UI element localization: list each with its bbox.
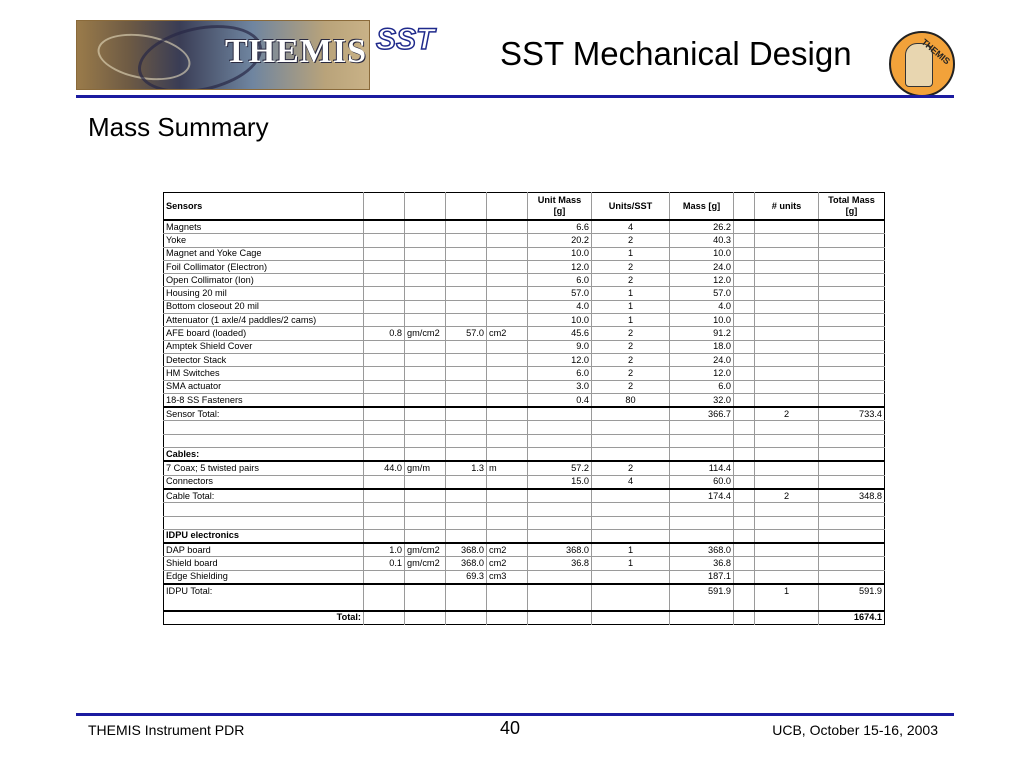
table-row (164, 260, 885, 273)
subtotal-row (164, 489, 885, 503)
unit-mass-cell: 368.0 (528, 543, 592, 557)
item-name: DAP board (164, 543, 364, 557)
subtotal-total-mass: 733.4 (819, 407, 885, 421)
table-row (164, 380, 885, 393)
footer-date: UCB, October 15-16, 2003 (772, 722, 938, 738)
density-value (364, 287, 405, 300)
unit-mass-cell: 0.4 (528, 393, 592, 407)
unit-mass-cell: 6.0 (528, 274, 592, 287)
size-value (446, 393, 487, 407)
mass-cell: 57.0 (670, 287, 734, 300)
units-sst-cell: 2 (592, 327, 670, 340)
size-unit: m (487, 461, 528, 475)
section-subtitle: Mass Summary (88, 112, 269, 142)
table-row (164, 353, 885, 366)
blank-row (164, 421, 885, 434)
table-row (164, 543, 885, 557)
section-heading: IDPU electronics (164, 529, 364, 543)
size-unit (487, 234, 528, 247)
item-name: 18-8 SS Fasteners (166, 394, 243, 405)
mass-cell: 10.0 (670, 247, 734, 260)
header-total-mass: Total Mass [g] (819, 193, 885, 221)
density-unit (405, 393, 446, 407)
mass-cell: 114.4 (670, 461, 734, 475)
density-unit (405, 314, 446, 327)
mass-cell: 91.2 (670, 327, 734, 340)
density-value (364, 393, 405, 407)
mass-cell: 24.0 (670, 260, 734, 273)
size-value: 368.0 (446, 543, 487, 557)
density-unit: gm/m (405, 461, 446, 475)
unit-mass-cell: 9.0 (528, 340, 592, 353)
mass-cell: 60.0 (670, 475, 734, 489)
units-sst-cell: 2 (592, 353, 670, 366)
density-value (364, 300, 405, 313)
density-unit: gm/cm2 (405, 543, 446, 557)
mass-cell: 12.0 (670, 367, 734, 380)
subtotal-row (164, 407, 885, 421)
table-row (164, 287, 885, 300)
subtotal-row (164, 584, 885, 597)
density-unit: gm/cm2 (405, 557, 446, 570)
item-name: Amptek Shield Cover (164, 340, 364, 353)
item-name: Detector Stack (164, 353, 364, 366)
item-name: SMA actuator (164, 380, 364, 393)
density-value (364, 234, 405, 247)
subtotal-num-units: 2 (755, 489, 819, 503)
item-name: Shield board (164, 557, 364, 570)
table-row (164, 475, 885, 489)
density-unit (405, 340, 446, 353)
mass-cell: 4.0 (670, 300, 734, 313)
item-name: Open Collimator (Ion) (164, 274, 364, 287)
units-sst-cell: 2 (592, 367, 670, 380)
size-unit: cm2 (487, 327, 528, 340)
mass-cell: 368.0 (670, 543, 734, 557)
density-value (364, 353, 405, 366)
mass-cell: 10.0 (670, 314, 734, 327)
item-name: Foil Collimator (Electron) (164, 260, 364, 273)
size-unit (487, 475, 528, 489)
header-units-sst: Units/SST (592, 193, 670, 221)
units-sst-cell: 4 (592, 475, 670, 489)
size-value: 57.0 (446, 327, 487, 340)
size-unit (487, 287, 528, 300)
section-heading: Cables: (164, 448, 364, 462)
mass-cell: 40.3 (670, 234, 734, 247)
size-value (446, 340, 487, 353)
units-sst-cell: 4 (592, 220, 670, 234)
units-sst-cell: 1 (592, 287, 670, 300)
density-unit (405, 300, 446, 313)
density-value (364, 274, 405, 287)
table-row (164, 220, 885, 234)
units-sst-cell: 1 (592, 543, 670, 557)
header-num-units: # units (755, 193, 819, 221)
themis-logo-banner (76, 20, 370, 90)
header-divider (76, 95, 954, 98)
size-value (446, 287, 487, 300)
units-sst-cell: 1 (592, 314, 670, 327)
table-row (164, 327, 885, 340)
density-unit (405, 247, 446, 260)
item-name: Yoke (164, 234, 364, 247)
blank-row (164, 597, 885, 610)
unit-mass-cell: 12.0 (528, 260, 592, 273)
mass-cell: 12.0 (670, 274, 734, 287)
header-sensors: Sensors (164, 193, 364, 221)
units-sst-cell: 2 (592, 340, 670, 353)
mass-cell: 6.0 (670, 380, 734, 393)
unit-mass-cell: 6.6 (528, 220, 592, 234)
density-unit (405, 287, 446, 300)
subtotal-num-units: 2 (755, 407, 819, 421)
table-row (164, 274, 885, 287)
units-sst-cell: 2 (592, 274, 670, 287)
mass-cell: 26.2 (670, 220, 734, 234)
section-heading-row (164, 529, 885, 543)
table-row (164, 300, 885, 313)
size-unit (487, 220, 528, 234)
units-sst-cell (592, 570, 670, 584)
size-unit (487, 274, 528, 287)
unit-mass-cell: 12.0 (528, 353, 592, 366)
density-value (364, 340, 405, 353)
size-value (446, 314, 487, 327)
size-value (446, 260, 487, 273)
density-unit (405, 570, 446, 584)
unit-mass-cell: 20.2 (528, 234, 592, 247)
item-name: 7 Coax; 5 twisted pairs (164, 461, 364, 475)
density-value: 0.1 (364, 557, 405, 570)
density-value (364, 220, 405, 234)
blank-row (164, 503, 885, 516)
density-unit (405, 367, 446, 380)
mass-cell: 32.0 (670, 393, 734, 407)
mass-cell: 18.0 (670, 340, 734, 353)
density-unit (405, 234, 446, 247)
blank-row (164, 516, 885, 529)
size-unit (487, 380, 528, 393)
header-unit-mass: Unit Mass [g] (528, 193, 592, 221)
item-name: Connectors (166, 476, 213, 487)
table-row (164, 570, 885, 584)
unit-mass-cell: 3.0 (528, 380, 592, 393)
table-row (164, 367, 885, 380)
section-heading-row (164, 448, 885, 462)
size-unit: cm3 (487, 570, 528, 584)
item-name: Edge Shielding (166, 571, 228, 582)
unit-mass-cell: 57.0 (528, 287, 592, 300)
sst-logo-mark: SST (376, 23, 435, 56)
size-unit (487, 340, 528, 353)
unit-mass-cell: 57.2 (528, 461, 592, 475)
table-row (164, 393, 885, 407)
table-row (164, 461, 885, 475)
item-name: Magnets (164, 220, 364, 234)
table-row (164, 557, 885, 570)
item-name: Magnet and Yoke Cage (164, 247, 364, 260)
mass-cell: 24.0 (670, 353, 734, 366)
unit-mass-cell (528, 570, 592, 584)
subtotal-num-units: 1 (755, 584, 819, 597)
units-sst-cell: 2 (592, 380, 670, 393)
table-row (164, 234, 885, 247)
item-name: AFE board (loaded) (164, 327, 364, 340)
subtotal-total-mass: 591.9 (819, 584, 885, 597)
item-name: Attenuator (1 axle/4 paddles/2 cams) (164, 314, 364, 327)
density-value (364, 367, 405, 380)
seal-text: THEMIS (919, 36, 953, 67)
table-header-row (164, 193, 885, 221)
units-sst-cell: 2 (592, 260, 670, 273)
subtotal-mass: 366.7 (670, 407, 734, 421)
size-unit (487, 314, 528, 327)
density-value (364, 247, 405, 260)
density-value: 44.0 (364, 461, 405, 475)
density-value (364, 570, 405, 584)
density-value (364, 260, 405, 273)
mass-summary-table (163, 192, 885, 625)
size-unit (487, 300, 528, 313)
density-value (364, 380, 405, 393)
density-value (364, 475, 405, 489)
subtotal-total-mass: 348.8 (819, 489, 885, 503)
density-value: 0.8 (364, 327, 405, 340)
units-sst-cell: 1 (592, 300, 670, 313)
mass-cell: 36.8 (670, 557, 734, 570)
density-unit: gm/cm2 (405, 327, 446, 340)
density-unit (405, 353, 446, 366)
size-unit (487, 247, 528, 260)
unit-mass-cell: 45.6 (528, 327, 592, 340)
size-value (446, 220, 487, 234)
units-sst-cell: 2 (592, 461, 670, 475)
item-name: Housing 20 mil (164, 287, 364, 300)
size-value (446, 380, 487, 393)
unit-mass-cell: 10.0 (528, 314, 592, 327)
unit-mass-cell: 10.0 (528, 247, 592, 260)
grand-total-row (164, 611, 885, 625)
unit-mass-cell: 6.0 (528, 367, 592, 380)
blank-row (164, 434, 885, 447)
subtotal-mass: 591.9 (670, 584, 734, 597)
size-value: 69.3 (446, 570, 487, 584)
unit-mass-cell: 15.0 (528, 475, 592, 489)
grand-total-value: 1674.1 (819, 611, 885, 625)
size-unit (487, 353, 528, 366)
footer-event: THEMIS Instrument PDR (88, 722, 245, 738)
size-value (446, 353, 487, 366)
density-unit (405, 475, 446, 489)
size-unit (487, 393, 528, 407)
size-unit (487, 260, 528, 273)
mass-cell: 187.1 (670, 570, 734, 584)
subtotal-mass: 174.4 (670, 489, 734, 503)
size-value (446, 367, 487, 380)
grand-total-label: Total: (164, 611, 364, 625)
table-row (164, 314, 885, 327)
size-value (446, 247, 487, 260)
units-sst-cell: 1 (592, 557, 670, 570)
logo-wordmark: THEMIS (225, 33, 368, 70)
units-sst-cell: 1 (592, 247, 670, 260)
density-value (364, 314, 405, 327)
item-name: HM Switches (164, 367, 364, 380)
size-value (446, 234, 487, 247)
density-unit (405, 380, 446, 393)
header-mass: Mass [g] (670, 193, 734, 221)
themis-seal-logo (889, 31, 955, 97)
subtotal-label: Cable Total: (164, 489, 364, 503)
units-sst-cell: 80 (592, 393, 670, 407)
unit-mass-cell: 36.8 (528, 557, 592, 570)
slide-title: SST Mechanical Design (500, 35, 852, 72)
subtotal-label: Sensor Total: (164, 407, 364, 421)
table-row (164, 340, 885, 353)
size-value (446, 475, 487, 489)
units-sst-cell: 2 (592, 234, 670, 247)
table-row (164, 247, 885, 260)
size-unit (487, 367, 528, 380)
size-value: 1.3 (446, 461, 487, 475)
density-value: 1.0 (364, 543, 405, 557)
unit-mass-cell: 4.0 (528, 300, 592, 313)
size-value (446, 274, 487, 287)
size-unit: cm2 (487, 557, 528, 570)
density-unit (405, 260, 446, 273)
page-number: 40 (499, 718, 521, 738)
subtotal-label: IDPU Total: (164, 584, 364, 597)
size-value: 368.0 (446, 557, 487, 570)
density-unit (405, 274, 446, 287)
size-value (446, 300, 487, 313)
density-unit (405, 220, 446, 234)
size-unit: cm2 (487, 543, 528, 557)
item-name: Bottom closeout 20 mil (164, 300, 364, 313)
